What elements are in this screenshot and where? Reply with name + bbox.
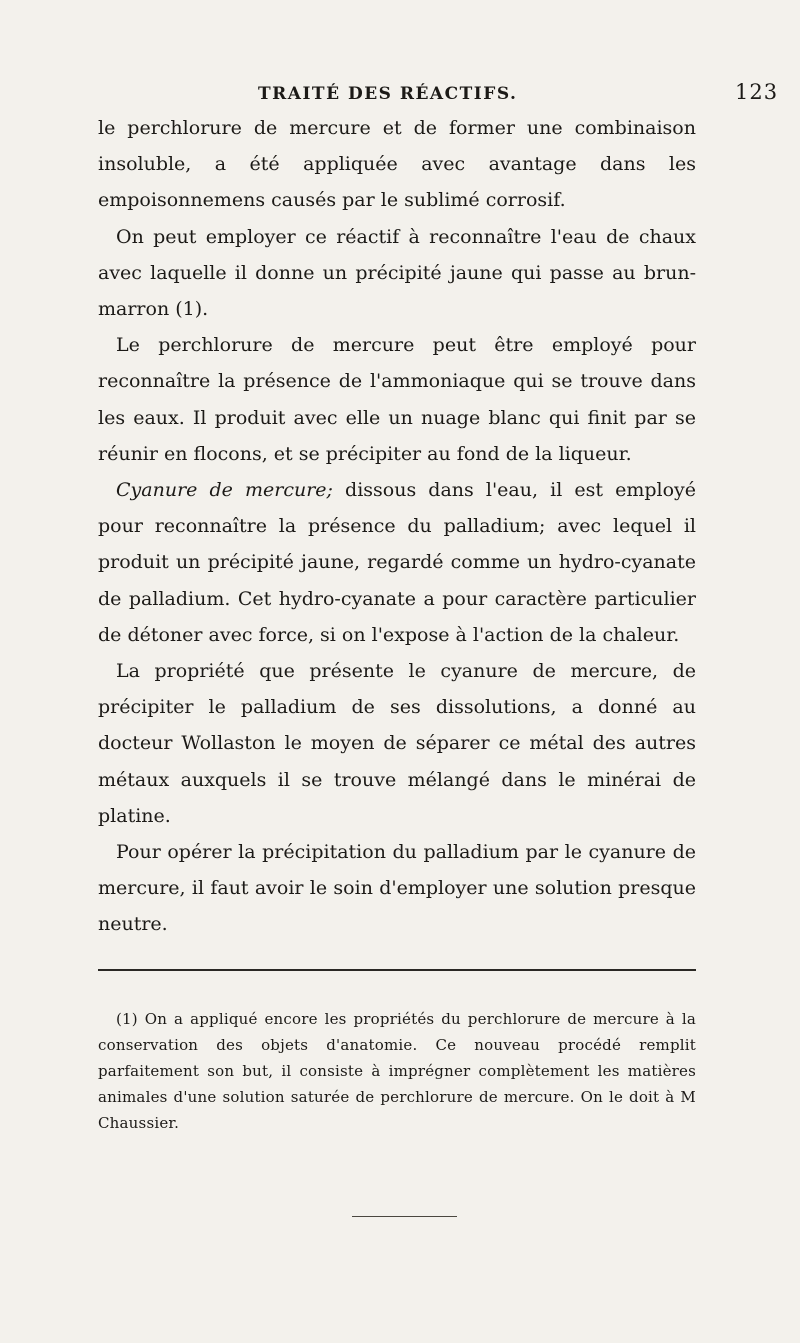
page-number: 123 xyxy=(735,80,779,104)
paragraph-continuation: le perchlorure de mercure et de former une combinaison insoluble, a été appliquée avec avantage dans les empoisonnemens causés par le sublimé corrosif. xyxy=(98,117,696,212)
footnote xyxy=(98,1006,696,1136)
footnote-divider xyxy=(98,969,696,971)
footnote-text: (1) On a appliqué encore les propriétés du perchlorure de mercure à la conservation des objets d'anatomie. Ce nouveau procédé remplit parfaitement son but, il consiste à imprégner complètement les matières animales d'une solution saturée de perchlorure de mercure. On le doit à M Chaussier. xyxy=(98,1010,696,1132)
running-head xyxy=(0,78,800,110)
running-title: TRAITÉ DES RÉACTIFS. xyxy=(258,84,518,104)
entry-heading-cyanure: Cyanure de mercure; xyxy=(116,479,333,502)
paragraph-neutral-solution: Pour opérer la précipitation du palladium par le cyanure de mercure, il faut avoir le soin d'employer une solution presque neutre. xyxy=(98,841,696,936)
paragraph-wollaston: La propriété que présente le cyanure de mercure, de précipiter le palladium de ses dissolutions, a donné au docteur Wollaston le moyen de séparer ce métal des autres métaux auxquels il se trouve mélangé dans le minérai de platine. xyxy=(98,660,696,827)
bottom-divider xyxy=(352,1216,457,1217)
paragraph-cyanure xyxy=(98,472,696,653)
paragraph-cyanure-text: dissous dans l'eau, il est employé pour reconnaître la présence du palladium; avec lequel il produit un précipité jaune, regardé comme un hydro-cyanate de palladium. Cet hydro-cyanate a pour caractère particulier de détoner avec force, si on l'expose à l'action de la chaleur. xyxy=(98,479,696,646)
body-text xyxy=(98,110,696,943)
paragraph-lime-water: On peut employer ce réactif à reconnaître l'eau de chaux avec laquelle il donne un précipité jaune qui passe au brun-marron (1). xyxy=(98,225,696,321)
paragraph-ammonia: Le perchlorure de mercure peut être employé pour reconnaître la présence de l'ammoniaque qui se trouve dans les eaux. Il produit avec elle un nuage blanc qui finit par se réunir en flocons, et se précipiter au fond de la liqueur. xyxy=(98,334,696,465)
